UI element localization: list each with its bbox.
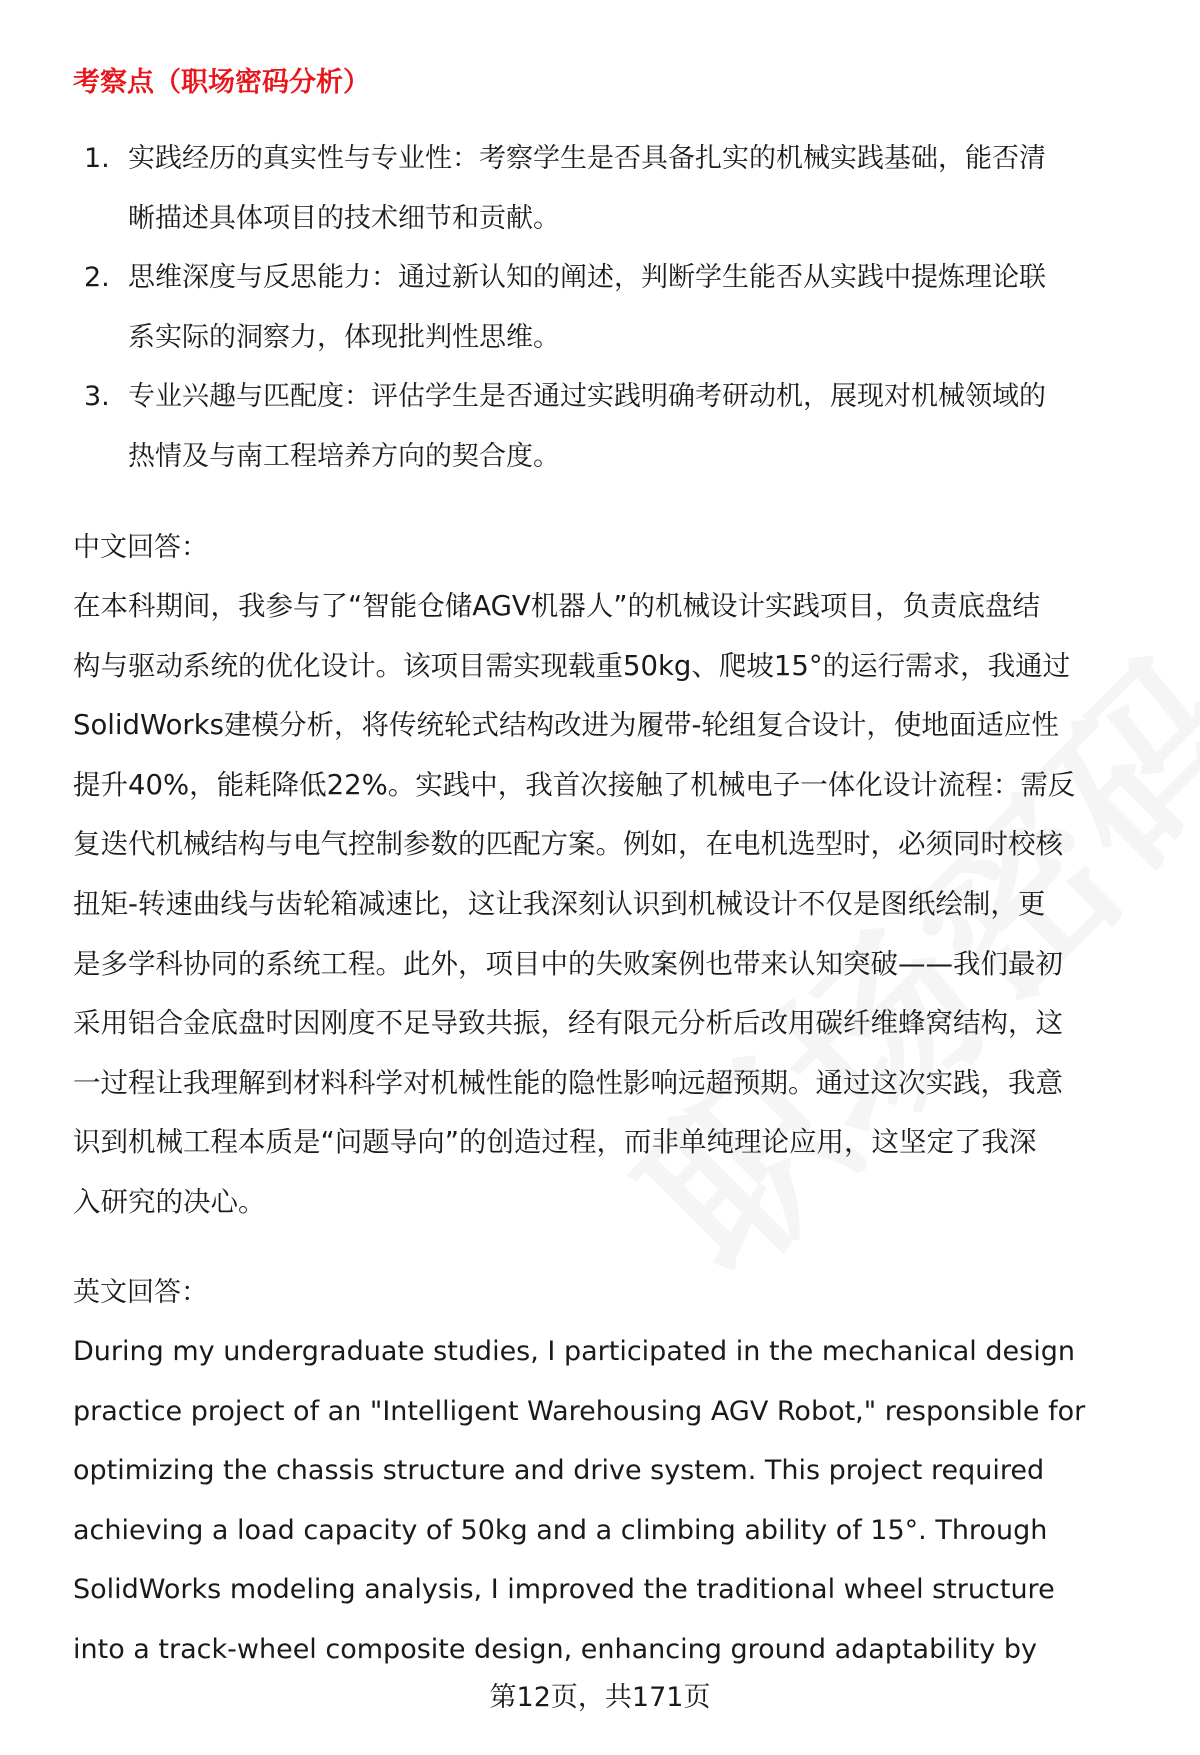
item-text: 专业兴趣与匹配度：评估学生是否通过实践明确考研动机，展现对机械领域的 [128,381,1046,413]
chinese-answer-label: 中文回答： [73,532,208,563]
page-number-footer: 第12页，共171页 [489,1682,711,1713]
item-text: 实践经历的真实性与专业性：考察学生是否具备扎实的机械实践基础，能否清 [128,143,1046,174]
paragraph-line: During my undergraduate studies, I participated in the mechanical design [73,1336,1075,1367]
paragraph-line: practice project of an "Intelligent Warehousing AGV Robot," responsible for [73,1395,1086,1427]
list-item [84,367,1164,486]
english-answer-paragraph [73,1322,1163,1680]
paragraph-line: 采用铝合金底盘时因刚度不足导致共振，经有限元分析后改用碳纤维蜂窝结构，这 [73,1007,1063,1040]
paragraph-line: into a track-wheel composite design, enhancing ground adaptability by [73,1633,1037,1665]
paragraph-line: 提升40%，能耗降低22%。实践中，我首次接触了机械电子一体化设计流程：需反 [73,768,1076,801]
paragraph-line: 在本科期间，我参与了“智能仓储AGV机器人”的机械设计实践项目，负责底盘结 [73,590,1040,622]
item-number: 2. [84,262,110,294]
item-text: 思维深度与反思能力：通过新认知的阐述，判断学生能否从实践中提炼理论联 [128,262,1046,294]
paragraph-line: 构与驱动系统的优化设计。该项目需实现载重50kg、爬坡15°的运行需求，我通过 [73,649,1071,682]
item-text: 晰描述具体项目的技术细节和贡献。 [128,202,560,234]
paragraph-line: SolidWorks modeling analysis, I improved the traditional wheel structure [73,1574,1055,1606]
paragraph-line: achieving a load capacity of 50kg and a climbing ability of 15°. Through [73,1514,1048,1546]
paragraph-line: SolidWorks建模分析，将传统轮式结构改进为履带-轮组复合设计，使地面适应性 [73,709,1059,742]
paragraph-line: 是多学科协同的系统工程。此外，项目中的失败案例也带来认知突破——我们最初 [73,947,1063,980]
item-number: 1. [84,143,110,174]
english-answer-label: 英文回答： [73,1277,208,1308]
paragraph-line: 复迭代机械结构与电气控制参数的匹配方案。例如，在电机选型时，必须同时校核 [73,828,1063,861]
section-title: 考察点（职场密码分析） [73,67,370,98]
chinese-answer-paragraph [73,577,1163,1233]
list-item [84,248,1164,367]
paragraph-line: 一过程让我理解到材料科学对机械性能的隐性影响远超预期。通过这次实践，我意 [73,1066,1063,1099]
assessment-points-list [84,129,1164,487]
paragraph-line: 识到机械工程本质是“问题导向”的创造过程，而非单纯理论应用，这坚定了我深 [73,1126,1037,1159]
paragraph-line: 扭矩-转速曲线与齿轮箱减速比，这让我深刻认识到机械设计不仅是图纸绘制，更 [73,887,1046,920]
paragraph-line: optimizing the chassis structure and drive system. This project required [73,1455,1045,1487]
item-text: 系实际的洞察力，体现批判性思维。 [128,321,560,353]
item-text: 热情及与南工程培养方向的契合度。 [128,440,560,472]
list-item [84,129,1164,248]
item-number: 3. [84,381,110,413]
paragraph-line: 入研究的决心。 [73,1185,266,1218]
